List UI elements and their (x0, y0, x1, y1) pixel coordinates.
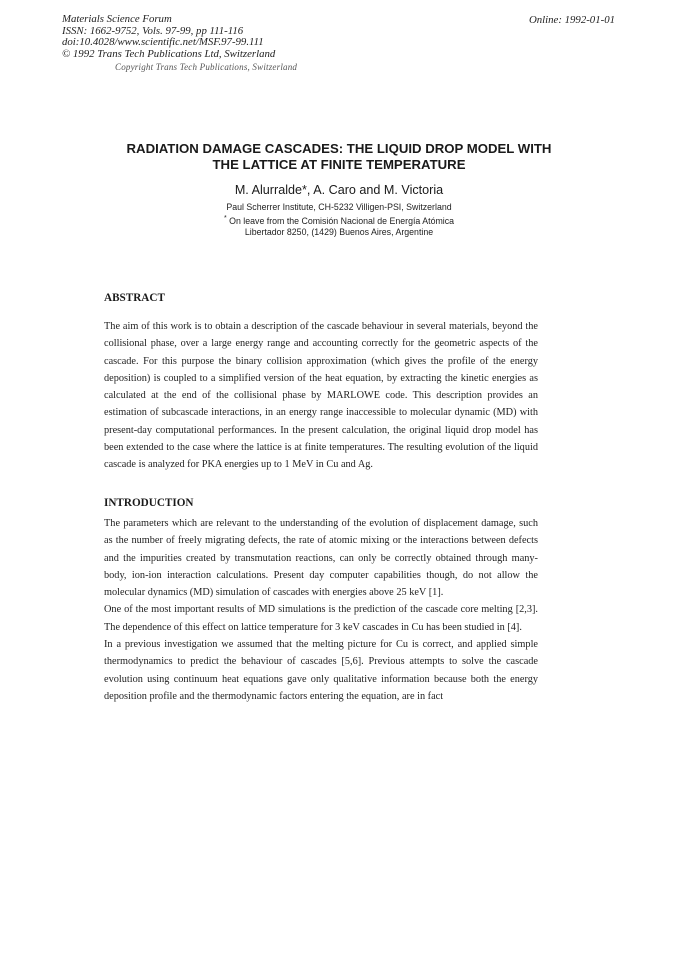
affiliation-line-3: Libertador 8250, (1429) Buenos Aires, Argentine (244, 227, 434, 238)
journal-name: Materials Science Forum (62, 13, 172, 25)
issn-line: ISSN: 1662-9752, Vols. 97-99, pp 111-116 (62, 24, 244, 37)
online-date: Online: 1992-01-01 (528, 14, 615, 26)
journal-header (62, 14, 275, 60)
intro-paragraph-3: In a previous investigation we assumed that the melting picture for Cu is correct, and applied simple thermodynamics to predict the behaviour of cascades [5,6]. Previous attempts to solve the cascade evolution using continuum heat equations gave only qualitative information because both the energy deposition profile and the thermodynamic factors entering the equation, are in fact (104, 639, 538, 702)
abstract-heading: ABSTRACT (104, 292, 165, 304)
abstract-body (104, 318, 538, 474)
affiliation-line-1: Paul Scherrer Institute, CH-5232 Villigen-PSI, Switzerland (226, 202, 452, 212)
paper-title (100, 141, 578, 173)
doi-line: doi:10.4028/www.scientific.net/MSF.97-99.111 (62, 36, 264, 49)
intro-paragraph-2: One of the most important results of MD simulations is the prediction of the cascade core melting [2,3]. The dependence of this effect on lattice temperature for 3 keV cascades in Cu has been studied in [4]. (104, 604, 538, 633)
affiliation-star: * (223, 215, 227, 223)
introduction-body (104, 515, 538, 705)
intro-paragraph-1: The parameters which are relevant to the understanding of the evolution of displacement damage, such as the number of freely migrating defects, the rate of atomic mixing or the interactions between defects and the impurities created by transmutation reactions, can only be correctly obtained through many-body, ion-ion interaction calculations. Present day computer capabilities though, do not allow the molecular dynamics (MD) simulation of cascades with energies above 25 keV [1]. (104, 518, 538, 599)
abstract-text: The aim of this work is to obtain a description of the cascade behaviour in several materials, beyond the collisional phase, over a large energy range and accounting correctly for the geometric aspects of the cascade. For this purpose the binary collision approximation (which gives the profile of the energy deposition) is coupled to a simplified version of the heat equation, by extracting the kinetic energies as calculated at the end of the collisional phase by MARLOWE code. This description provides an estimation of subcascade interactions, in an energy range inaccessible to molecular dynamic (MD) with present-day computational performances. In the present calculation, the original liquid drop model has been extended to the case where the lattice is at finite temperatures. The resulting evolution of the liquid cascade is analyzed for PKA energies up to 1 MeV in Cu and Ag. (104, 321, 538, 471)
faint-copyright-stamp: Copyright Trans Tech Publications, Switzerland (115, 62, 298, 72)
title-line-2: THE LATTICE AT FINITE TEMPERATURE (212, 157, 466, 172)
affiliation-block (100, 202, 578, 239)
author-list: M. Alurralde*, A. Caro and M. Victoria (234, 183, 444, 197)
title-line-1: RADIATION DAMAGE CASCADES: THE LIQUID DROP MODEL WITH (126, 141, 552, 156)
introduction-heading: INTRODUCTION (104, 497, 194, 509)
copyright-line: © 1992 Trans Tech Publications Ltd, Switzerland (62, 47, 276, 60)
affiliation-line-2 (100, 213, 578, 227)
affiliation-line-2-text: On leave from the Comisión Nacional de Energía Atómica (229, 216, 455, 227)
